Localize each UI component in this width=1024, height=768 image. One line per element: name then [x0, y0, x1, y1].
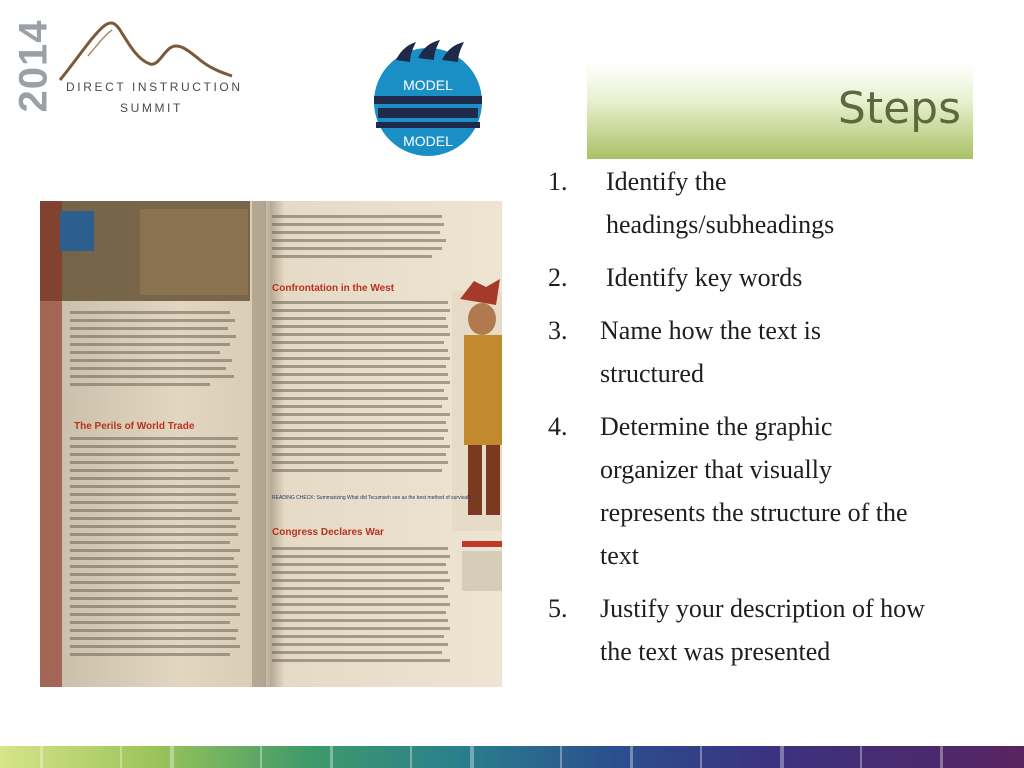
- step-item-3: [548, 309, 968, 395]
- step-text: Identify key words: [606, 263, 803, 292]
- step-text: Name how the text is structured: [600, 316, 821, 388]
- bottom-stripe: [0, 746, 1024, 768]
- step-number: 3.: [548, 316, 568, 345]
- step-number: 2.: [548, 263, 568, 292]
- step-item-4: [548, 405, 968, 577]
- year-logo: [12, 14, 56, 118]
- step-item-5: [548, 587, 968, 673]
- steps-list: [548, 160, 968, 683]
- summit-logo-line1: DIRECT INSTRUCTION: [66, 80, 243, 94]
- slide-title: Steps: [837, 83, 961, 134]
- photo-heading-congress: Congress Declares War: [272, 527, 384, 538]
- photo-heading-confrontation: Confrontation in the West: [272, 283, 395, 294]
- step-text: Justify your description of how the text was presented: [600, 594, 925, 666]
- step-number: 4.: [548, 412, 568, 441]
- title-bar: [587, 63, 973, 159]
- step-item-1: [548, 160, 968, 246]
- photo-reading-check: READING CHECK: Summarizing What did Tecumseh see as the best method of survival?: [272, 495, 471, 501]
- step-number: 1.: [548, 167, 568, 196]
- step-number: 5.: [548, 594, 568, 623]
- model-logo-icon: [366, 38, 484, 160]
- textbook-photo: [40, 201, 502, 687]
- step-item-2: [548, 256, 968, 299]
- model-logo-bottom-text: MODEL: [403, 133, 453, 149]
- photo-heading-perils: The Perils of World Trade: [74, 421, 195, 432]
- model-logo-top-text: MODEL: [403, 77, 453, 93]
- step-text: Determine the graphic organizer that visually represents the structure of the text: [600, 412, 908, 570]
- year-text: 2014: [11, 19, 56, 113]
- mountain-logo-icon: [58, 18, 234, 88]
- step-text: Identify the headings/subheadings: [606, 167, 835, 239]
- summit-logo-line2: SUMMIT: [120, 101, 183, 115]
